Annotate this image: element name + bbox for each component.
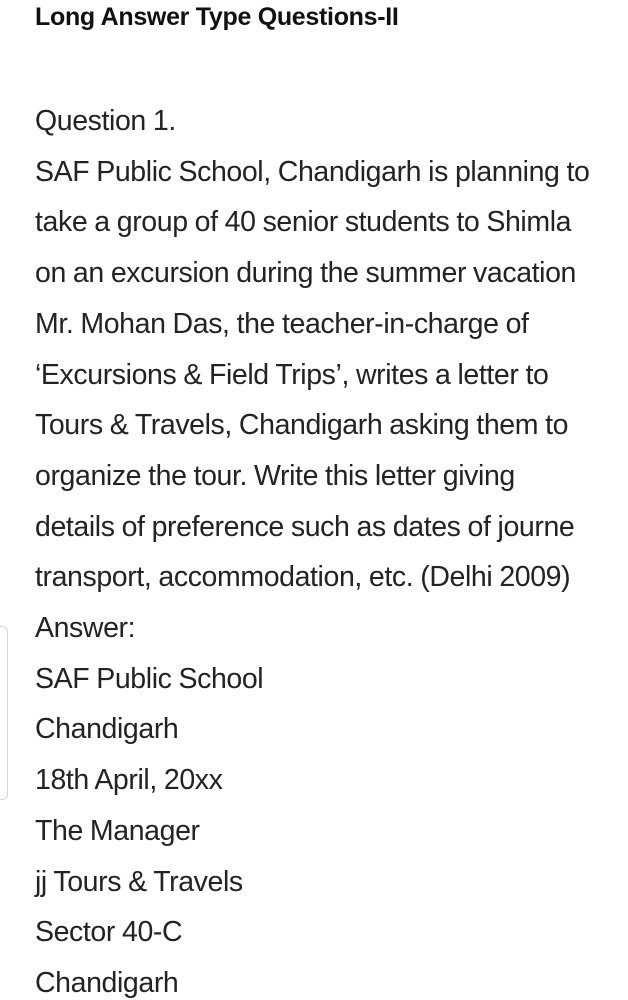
question-body-line: transport, accommodation, etc. (Delhi 2009): [35, 561, 571, 594]
question-body-line: Mr. Mohan Das, the teacher-in-charge of: [35, 307, 529, 340]
question-body-line: take a group of 40 senior students to Shimla: [35, 206, 572, 239]
section-heading: Long Answer Type Questions-II: [35, 3, 399, 31]
question-body-line: organize the tour. Write this letter giving: [35, 459, 515, 492]
answer-label: Answer:: [35, 612, 136, 645]
left-edge-scroll-handle[interactable]: [0, 626, 8, 800]
question-body-line: SAF Public School, Chandigarh is planning to: [35, 155, 590, 188]
question-text-block: [35, 96, 590, 1000]
question-body-line: details of preference such as dates of journe: [35, 510, 575, 543]
sender-city-line: Chandigarh: [35, 713, 179, 746]
question-body-line: ‘Excursions & Field Trips’, writes a letter to: [35, 358, 549, 391]
question-body-line: Tours & Travels, Chandigarh asking them to: [35, 409, 569, 442]
recipient-title-line: The Manager: [35, 814, 200, 847]
recipient-company-line: jj Tours & Travels: [35, 865, 243, 898]
sender-name-line: SAF Public School: [35, 662, 264, 695]
recipient-sector-line: Sector 40-C: [35, 916, 183, 949]
question-number-line: Question 1.: [35, 105, 176, 137]
recipient-city-line: Chandigarh: [35, 966, 179, 999]
question-body-line: on an excursion during the summer vacation: [35, 257, 577, 290]
letter-date-line: 18th April, 20xx: [35, 764, 223, 797]
